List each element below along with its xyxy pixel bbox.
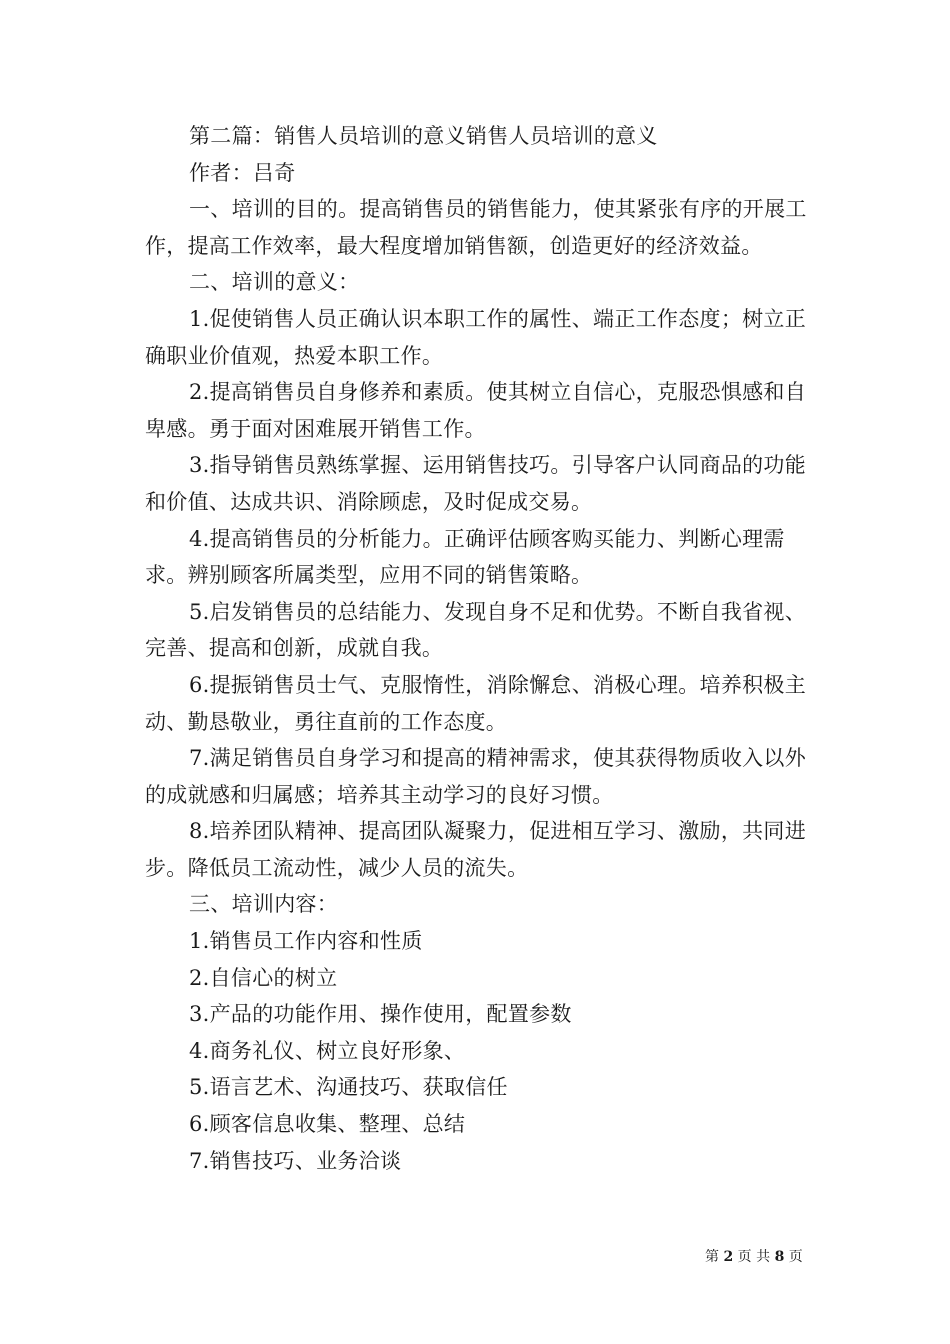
footer-middle: 页 共 [737,1249,771,1265]
paragraph-item-3: 3.指导销售员熟练掌握、运用销售技巧。引导客户认同商品的功能和价值、达成共识、消除顾虑，及时促成交易。 [145,453,807,514]
footer-prefix: 第 [705,1249,719,1265]
document-body [145,118,810,1179]
content-item-3: 3.产品的功能作用、操作使用，配置参数 [189,1002,572,1027]
footer-total-pages: 8 [774,1249,785,1265]
paragraph-purpose: 一、培训的目的。提高销售员的销售能力，使其紧张有序的开展工作，提高工作效率，最大程度增加销售额，创造更好的经济效益。 [145,197,807,258]
document-title: 第二篇：销售人员培训的意义销售人员培训的意义 [189,124,658,148]
paragraph-item-6: 6.提振销售员士气、克服惰性，消除懈怠、消极心理。培养积极主动、勤恳敬业，勇往直前的工作态度。 [145,672,807,734]
content-item-6: 6.顾客信息收集、整理、总结 [189,1112,466,1137]
paragraph-item-4: 4.提高销售员的分析能力。正确评估顾客购买能力、判断心理需求。辨别顾客所属类型，应用不同的销售策略。 [145,526,785,588]
page-footer [705,1248,803,1266]
footer-page-number: 2 [723,1249,734,1265]
content-item-5: 5.语言艺术、沟通技巧、获取信任 [189,1075,508,1100]
paragraph-item-8: 8.培养团队精神、提高团队凝聚力，促进相互学习、激励，共同进步。降低员工流动性，减少人员的流失。 [145,819,807,880]
paragraph-item-5: 5.启发销售员的总结能力、发现自身不足和优势。不断自我省视、完善、提高和创新，成就自我。 [145,599,807,661]
heading-content: 三、培训内容： [189,892,339,917]
content-item-7: 7.销售技巧、业务洽谈 [189,1148,402,1173]
paragraph-item-1: 1.促使销售人员正确认识本职工作的属性、端正工作态度；树立正确职业价值观，热爱本职工作。 [145,306,807,368]
paragraph-item-7: 7.满足销售员自身学习和提高的精神需求，使其获得物质收入以外的成就感和归属感；培养其主动学习的良好习惯。 [145,746,807,807]
content-item-1: 1.销售员工作内容和性质 [189,929,423,954]
content-item-4: 4.商务礼仪、树立良好形象、 [189,1038,466,1063]
paragraph-item-2: 2.提高销售员自身修养和素质。使其树立自信心，克服恐惧感和自卑感。勇于面对困难展开销售工作。 [145,380,807,441]
footer-suffix: 页 [788,1249,803,1265]
document-author: 作者：吕奇 [189,160,296,185]
content-item-2: 2.自信心的树立 [189,965,338,990]
heading-significance: 二、培训的意义： [189,270,360,295]
